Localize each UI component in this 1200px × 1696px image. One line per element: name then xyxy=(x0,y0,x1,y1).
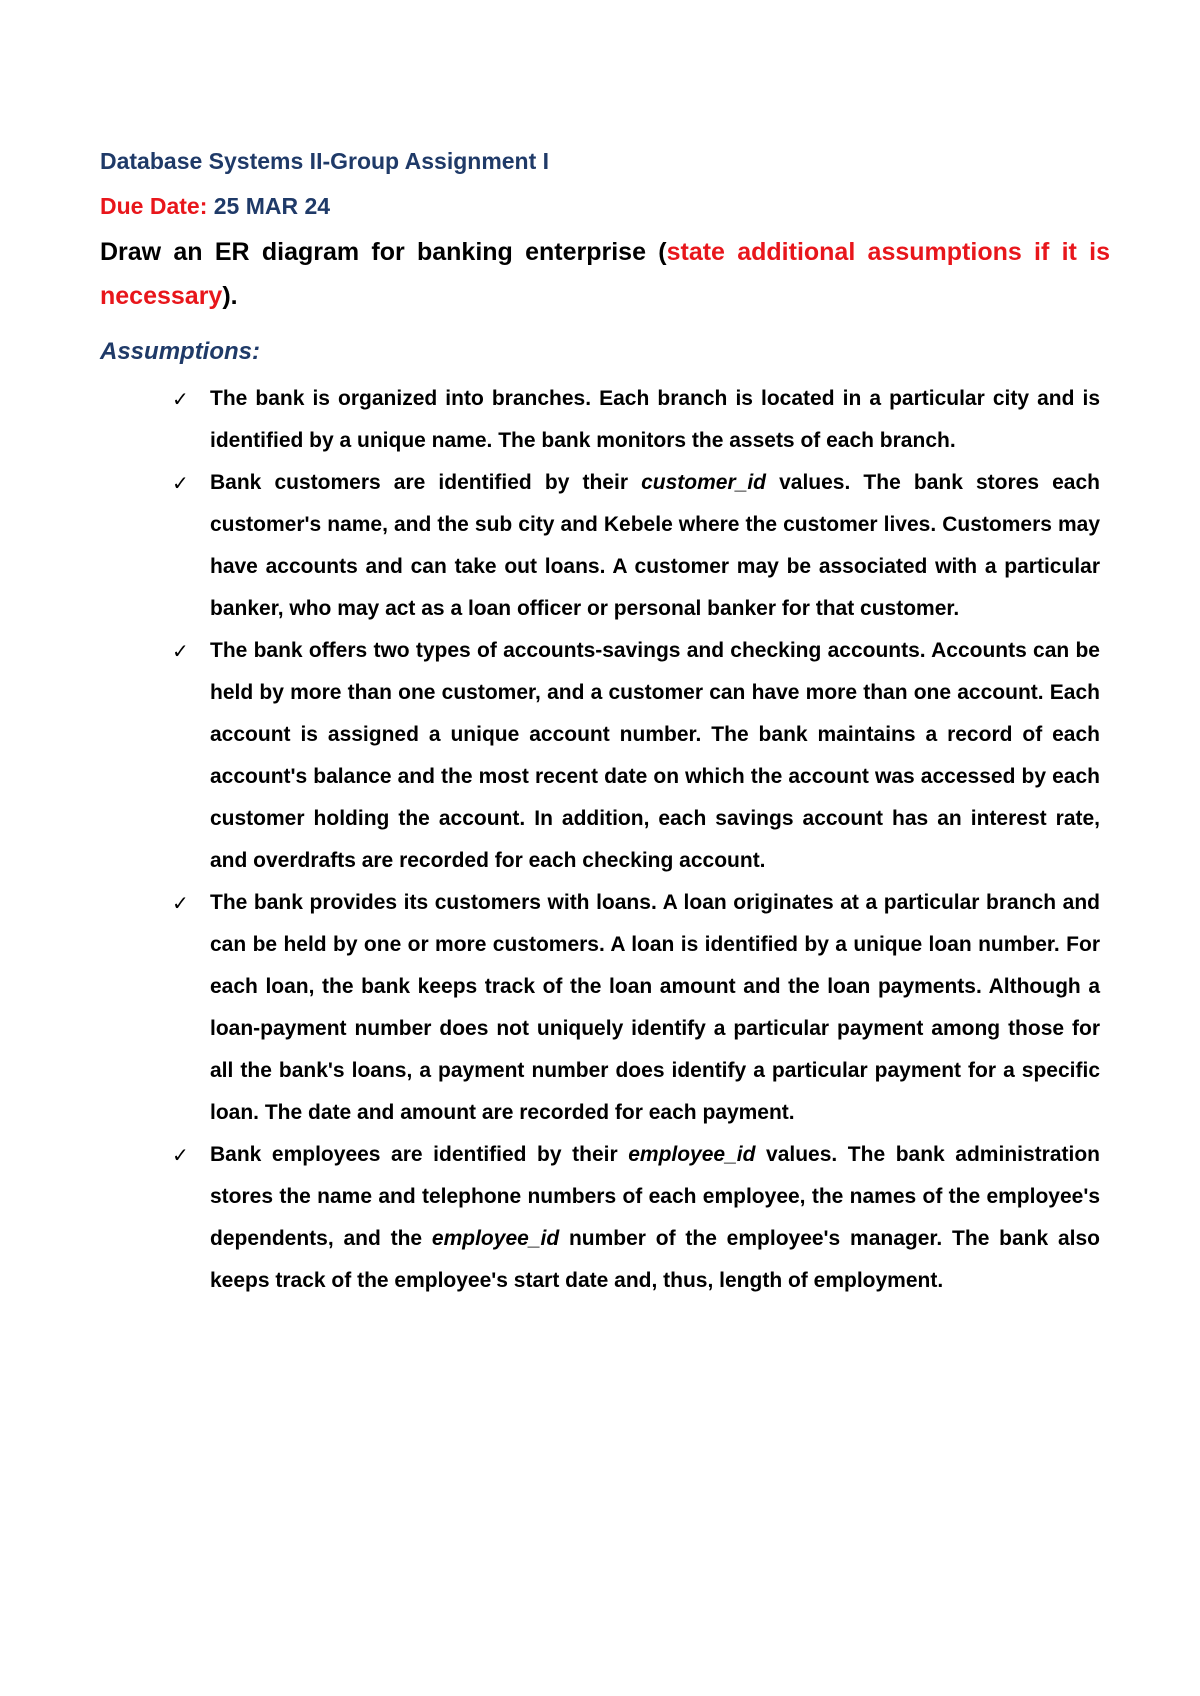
checkmark-icon: ✓ xyxy=(172,639,189,663)
due-date-value: 25 MAR 24 xyxy=(213,193,331,219)
list-item-text xyxy=(210,378,1100,462)
document-title: Database Systems II-Group Assignment I xyxy=(100,148,550,174)
task-text-after: ). xyxy=(222,282,238,310)
list-item-text-part: number of the employee's manager. The bank also keeps track of the employee's start date and, thus, length of employment. xyxy=(210,1227,1100,1292)
list-item-text-part: The bank provides its customers with loans. A loan originates at a particular branch and can be held by one or more customers. A loan is identified by a unique loan number. For each loan, the bank keeps track of the loan amount and the loan payments. Although a loan-payment number does not uniquely identify a particular payment among those for all the bank's loans, a payment number does identify a particular payment for a specific loan. The date and amount are recorded for each payment. xyxy=(210,891,1100,1124)
list-item-text xyxy=(210,462,1100,630)
checkmark-icon: ✓ xyxy=(172,471,189,495)
list-item xyxy=(0,630,1200,882)
assumptions-heading: Assumptions: xyxy=(100,338,261,365)
list-item-text-part: The bank is organized into branches. Each branch is located in a particular city and is identified by a unique name. The bank monitors the assets of each branch. xyxy=(210,387,1100,452)
italic-term: customer_id xyxy=(641,471,766,494)
italic-term: employee_id xyxy=(431,1227,560,1250)
task-text-before: Draw an ER diagram for banking enterprise ( xyxy=(100,238,667,266)
task-highlight: state additional assumptions if it is necessary xyxy=(100,238,1110,310)
checkmark-icon: ✓ xyxy=(172,387,189,411)
due-date-label: Due Date: xyxy=(100,193,208,219)
list-item-text-part: values. The bank administration stores the name and telephone numbers of each employee, the names of the employee's dependents, and the xyxy=(210,1143,1100,1250)
list-item xyxy=(0,882,1200,1134)
list-item-text-part: Bank employees are identified by their xyxy=(210,1143,629,1166)
checkmark-icon: ✓ xyxy=(172,891,189,915)
due-date-line xyxy=(100,191,330,221)
task-statement xyxy=(100,230,1110,318)
checkmark-icon: ✓ xyxy=(172,1143,189,1167)
list-item xyxy=(0,378,1200,462)
assumptions-list xyxy=(0,378,1200,1302)
italic-term: employee_id xyxy=(628,1143,756,1166)
list-item xyxy=(0,1134,1200,1302)
list-item-text xyxy=(210,882,1100,1134)
list-item-text xyxy=(210,630,1100,882)
list-item xyxy=(0,462,1200,630)
list-item-text-part: values. The bank stores each customer's name, and the sub city and Kebele where the customer lives. Customers may have accounts and can take out loans. A customer may be associated with a particular banker, who may act as a loan officer or personal banker for that customer. xyxy=(210,471,1100,620)
list-item-text-part: The bank offers two types of accounts-savings and checking accounts. Accounts can be held by more than one customer, and a customer can have more than one account. Each account is assigned a unique account number. The bank maintains a record of each account's balance and the most recent date on which the account was accessed by each customer holding the account. In addition, each savings account has an interest rate, and overdrafts are recorded for each checking account. xyxy=(210,639,1100,872)
list-item-text-part: Bank customers are identified by their xyxy=(210,471,642,494)
list-item-text xyxy=(210,1134,1100,1302)
